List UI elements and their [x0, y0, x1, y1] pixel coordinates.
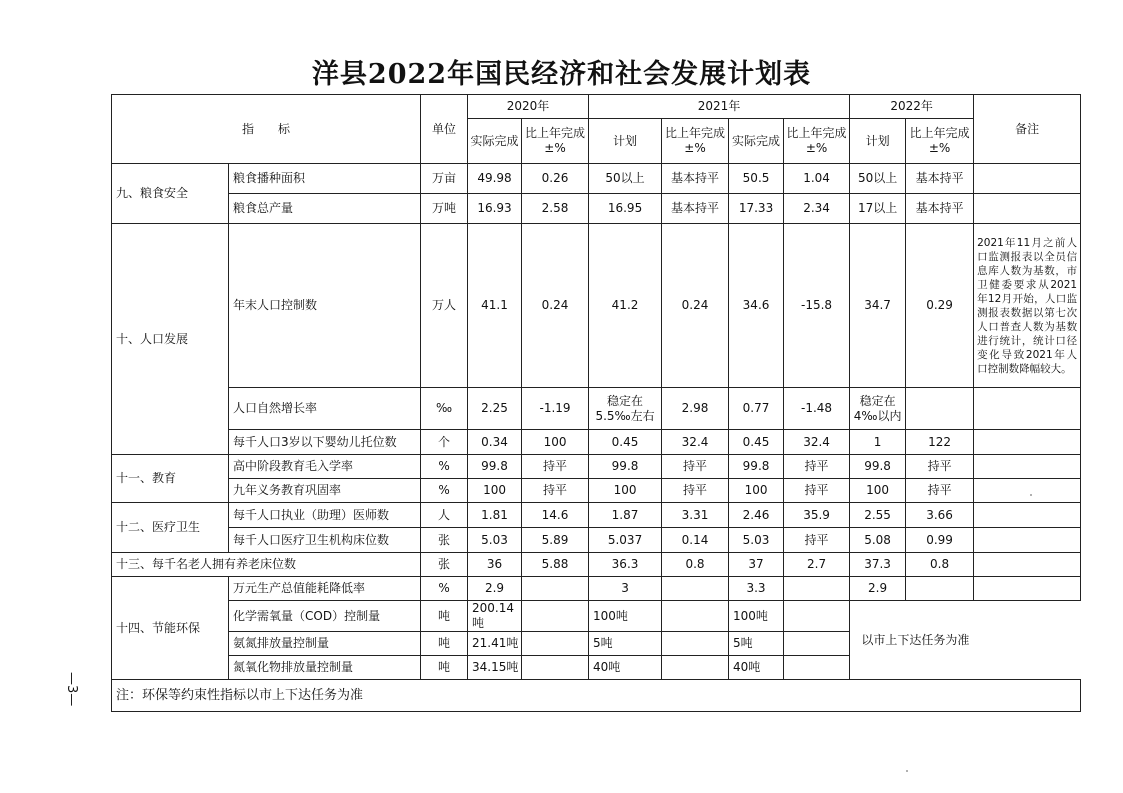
- indicator-name: 万元生产总值能耗降低率: [229, 577, 421, 601]
- header-indicator: 指 标: [112, 95, 421, 164]
- table-row: [112, 577, 1081, 601]
- cell-actual-2020: 200.14吨: [468, 601, 522, 632]
- cell-remark: [974, 577, 1081, 601]
- cell-actual-2021: 2.46: [729, 503, 784, 528]
- category-elderly: 十三、每千名老人拥有养老床位数: [112, 553, 421, 577]
- cell-plan-change-2021: [662, 656, 729, 680]
- indicator-name: 氮氧化物排放量控制量: [229, 656, 421, 680]
- cell-actual-2021: 99.8: [729, 455, 784, 479]
- cell-plan-change-2021: 持平: [662, 479, 729, 503]
- cell-plan-change-2021: [662, 632, 729, 656]
- category-population: 十、人口发展: [112, 224, 229, 455]
- cell-plan-2022: 2.9: [850, 577, 906, 601]
- indicator-name: 每千人口执业（助理）医师数: [229, 503, 421, 528]
- table-row: [112, 553, 1081, 577]
- header-2020: 2020年: [468, 95, 589, 119]
- table-row: [112, 430, 1081, 455]
- cell-plan-change-2021: 基本持平: [662, 194, 729, 224]
- cell-plan-2021: 100吨: [589, 601, 662, 632]
- cell-actual-2020: 16.93: [468, 194, 522, 224]
- cell-change-2022: 持平: [906, 479, 974, 503]
- cell-change-2021: 2.7: [784, 553, 850, 577]
- unit-cell: 吨: [421, 601, 468, 632]
- cell-change-2021: 32.4: [784, 430, 850, 455]
- footnote: 注：环保等约束性指标以市上下达任务为准: [112, 680, 1081, 712]
- indicator-name: 粮食总产量: [229, 194, 421, 224]
- table-row: [112, 601, 1081, 632]
- cell-plan-2022: 5.08: [850, 528, 906, 553]
- cell-plan-change-2021: 0.24: [662, 224, 729, 388]
- category-grain: 九、粮食安全: [112, 164, 229, 224]
- header-plan-2022: 计划: [850, 119, 906, 164]
- cell-actual-2020: 0.34: [468, 430, 522, 455]
- cell-actual-2020: 99.8: [468, 455, 522, 479]
- cell-actual-2020: 2.25: [468, 388, 522, 430]
- cell-actual-2020: 2.9: [468, 577, 522, 601]
- indicator-name: 高中阶段教育毛入学率: [229, 455, 421, 479]
- cell-change-2020: 5.88: [522, 553, 589, 577]
- header-2021: 2021年: [589, 95, 850, 119]
- cell-change-2021: [784, 601, 850, 632]
- cell-change-2020: 2.58: [522, 194, 589, 224]
- cell-change-2021: [784, 656, 850, 680]
- cell-change-2021: 2.34: [784, 194, 850, 224]
- indicator-name: 年末人口控制数: [229, 224, 421, 388]
- unit-cell: 张: [421, 553, 468, 577]
- cell-change-2020: 持平: [522, 479, 589, 503]
- indicator-name: 每千人口医疗卫生机构床位数: [229, 528, 421, 553]
- cell-plan-2021: 1.87: [589, 503, 662, 528]
- scan-speck: [906, 770, 908, 772]
- cell-change-2020: 0.26: [522, 164, 589, 194]
- unit-cell: 万人: [421, 224, 468, 388]
- unit-cell: %: [421, 479, 468, 503]
- cell-change-2020: 100: [522, 430, 589, 455]
- cell-change-2020: 5.89: [522, 528, 589, 553]
- table-row: [112, 455, 1081, 479]
- cell-plan-2022: 99.8: [850, 455, 906, 479]
- cell-plan-2021: 100: [589, 479, 662, 503]
- cell-change-2021: 持平: [784, 455, 850, 479]
- cell-actual-2021: 100: [729, 479, 784, 503]
- cell-change-2022: 持平: [906, 455, 974, 479]
- unit-cell: %: [421, 577, 468, 601]
- cell-plan-change-2021: 32.4: [662, 430, 729, 455]
- cell-change-2022: 基本持平: [906, 164, 974, 194]
- cell-plan-2022: 50以上: [850, 164, 906, 194]
- unit-cell: 吨: [421, 632, 468, 656]
- table-row: [112, 164, 1081, 194]
- cell-remark: [974, 503, 1081, 528]
- cell-change-2020: -1.19: [522, 388, 589, 430]
- cell-remark: [974, 430, 1081, 455]
- cell-actual-2020: 41.1: [468, 224, 522, 388]
- cell-change-2020: 持平: [522, 455, 589, 479]
- cell-plan-2022: 34.7: [850, 224, 906, 388]
- plan-table: [111, 94, 1081, 712]
- indicator-name: 氨氮排放量控制量: [229, 632, 421, 656]
- cell-actual-2020: 1.81: [468, 503, 522, 528]
- cell-actual-2021: 100吨: [729, 601, 784, 632]
- cell-change-2022: 122: [906, 430, 974, 455]
- cell-actual-2021: 0.77: [729, 388, 784, 430]
- cell-change-2020: [522, 656, 589, 680]
- cell-actual-2021: 40吨: [729, 656, 784, 680]
- cell-remark: [974, 455, 1081, 479]
- env-task-note: [850, 601, 1081, 680]
- cell-actual-2020: 5.03: [468, 528, 522, 553]
- cell-plan-2021: 50以上: [589, 164, 662, 194]
- indicator-name: 九年义务教育巩固率: [229, 479, 421, 503]
- unit-cell: 张: [421, 528, 468, 553]
- cell-actual-2020: 21.41吨: [468, 632, 522, 656]
- cell-remark: [974, 388, 1081, 430]
- cell-change-2020: [522, 601, 589, 632]
- unit-cell: 吨: [421, 656, 468, 680]
- unit-cell: 万亩: [421, 164, 468, 194]
- cell-remark: [974, 164, 1081, 194]
- cell-plan-change-2021: 2.98: [662, 388, 729, 430]
- header-actual-2021: 实际完成: [729, 119, 784, 164]
- cell-remark: [974, 194, 1081, 224]
- unit-cell: 万吨: [421, 194, 468, 224]
- cell-plan-2021: 99.8: [589, 455, 662, 479]
- cell-plan-2022: 100: [850, 479, 906, 503]
- header-unit: 单位: [421, 95, 468, 164]
- cell-plan-change-2021: 基本持平: [662, 164, 729, 194]
- header-change-2022: 比上年完成±%: [906, 119, 974, 164]
- cell-actual-2020: 36: [468, 553, 522, 577]
- cell-plan-2021: 3: [589, 577, 662, 601]
- table-row: [112, 194, 1081, 224]
- cell-change-2021: 持平: [784, 479, 850, 503]
- cell-plan-2021: 5.037: [589, 528, 662, 553]
- category-environment: 十四、节能环保: [112, 577, 229, 680]
- unit-cell: %: [421, 455, 468, 479]
- cell-change-2022: [906, 388, 974, 430]
- table-row: [112, 503, 1081, 528]
- cell-plan-2021: 36.3: [589, 553, 662, 577]
- unit-cell: 人: [421, 503, 468, 528]
- cell-remark: [974, 479, 1081, 503]
- cell-plan-change-2021: 0.14: [662, 528, 729, 553]
- cell-plan-change-2021: [662, 577, 729, 601]
- cell-actual-2021: 17.33: [729, 194, 784, 224]
- cell-remark: 2021年11月之前人口监测报表以全员信息库人数为基数，市卫健委要求从2021年12月开始，人口监测报表数据以第七次人口普查人数为基数进行统计，统计口径变化导致2021年人口控制数降幅较大。: [974, 224, 1081, 388]
- cell-plan-change-2021: 持平: [662, 455, 729, 479]
- cell-actual-2021: 37: [729, 553, 784, 577]
- cell-plan-2022: 37.3: [850, 553, 906, 577]
- cell-plan-2021: 稳定在5.5‰左右: [589, 388, 662, 430]
- table-row: [112, 388, 1081, 430]
- cell-plan-2022: 1: [850, 430, 906, 455]
- cell-change-2022: 0.99: [906, 528, 974, 553]
- header-2022: 2022年: [850, 95, 974, 119]
- footnote-row: [112, 680, 1081, 712]
- cell-plan-2021: 5吨: [589, 632, 662, 656]
- cell-remark: [974, 553, 1081, 577]
- cell-plan-change-2021: 0.8: [662, 553, 729, 577]
- unit-cell: ‰: [421, 388, 468, 430]
- cell-change-2022: 3.66: [906, 503, 974, 528]
- cell-change-2020: 0.24: [522, 224, 589, 388]
- table-row: [112, 224, 1081, 388]
- cell-plan-2022: 稳定在4‰以内: [850, 388, 906, 430]
- table-row: [112, 479, 1081, 503]
- cell-change-2022: 基本持平: [906, 194, 974, 224]
- cell-plan-2021: 0.45: [589, 430, 662, 455]
- cell-plan-2021: 40吨: [589, 656, 662, 680]
- document-title: 洋县2022年国民经济和社会发展计划表: [311, 59, 812, 90]
- table-row: [112, 528, 1081, 553]
- cell-actual-2020: 100: [468, 479, 522, 503]
- header-plan-2021: 计划: [589, 119, 662, 164]
- cell-actual-2021: 5.03: [729, 528, 784, 553]
- unit-cell: 个: [421, 430, 468, 455]
- cell-change-2020: [522, 632, 589, 656]
- header-plan-change-2021: 比上年完成±%: [662, 119, 729, 164]
- header-change-2020: 比上年完成±%: [522, 119, 589, 164]
- env-task-note-text: 以市上下达任务为准: [861, 632, 970, 647]
- cell-change-2022: [906, 577, 974, 601]
- cell-plan-2022: 2.55: [850, 503, 906, 528]
- cell-plan-2021: 16.95: [589, 194, 662, 224]
- cell-actual-2020: 49.98: [468, 164, 522, 194]
- cell-change-2021: [784, 577, 850, 601]
- indicator-name: 每千人口3岁以下婴幼儿托位数: [229, 430, 421, 455]
- header-row-years: [112, 95, 1081, 119]
- page-number: —3—: [64, 672, 79, 707]
- cell-change-2021: -1.48: [784, 388, 850, 430]
- category-health: 十二、医疗卫生: [112, 503, 229, 553]
- cell-plan-2021: 41.2: [589, 224, 662, 388]
- cell-actual-2021: 5吨: [729, 632, 784, 656]
- indicator-name: 粮食播种面积: [229, 164, 421, 194]
- cell-plan-change-2021: [662, 601, 729, 632]
- cell-change-2020: [522, 577, 589, 601]
- category-education: 十一、教育: [112, 455, 229, 503]
- header-change-2021: 比上年完成±%: [784, 119, 850, 164]
- cell-change-2021: [784, 632, 850, 656]
- cell-actual-2021: 0.45: [729, 430, 784, 455]
- cell-change-2021: 35.9: [784, 503, 850, 528]
- indicator-name: 化学需氧量（COD）控制量: [229, 601, 421, 632]
- cell-change-2022: 0.8: [906, 553, 974, 577]
- cell-plan-change-2021: 3.31: [662, 503, 729, 528]
- cell-change-2021: -15.8: [784, 224, 850, 388]
- cell-change-2022: 0.29: [906, 224, 974, 388]
- cell-actual-2021: 34.6: [729, 224, 784, 388]
- cell-change-2021: 1.04: [784, 164, 850, 194]
- cell-actual-2020: 34.15吨: [468, 656, 522, 680]
- cell-actual-2021: 3.3: [729, 577, 784, 601]
- indicator-name: 人口自然增长率: [229, 388, 421, 430]
- cell-plan-2022: 17以上: [850, 194, 906, 224]
- scan-speck: [1030, 494, 1032, 496]
- cell-change-2020: 14.6: [522, 503, 589, 528]
- cell-remark: [974, 528, 1081, 553]
- cell-change-2021: 持平: [784, 528, 850, 553]
- header-actual-2020: 实际完成: [468, 119, 522, 164]
- cell-actual-2021: 50.5: [729, 164, 784, 194]
- header-remark: 备注: [974, 95, 1081, 164]
